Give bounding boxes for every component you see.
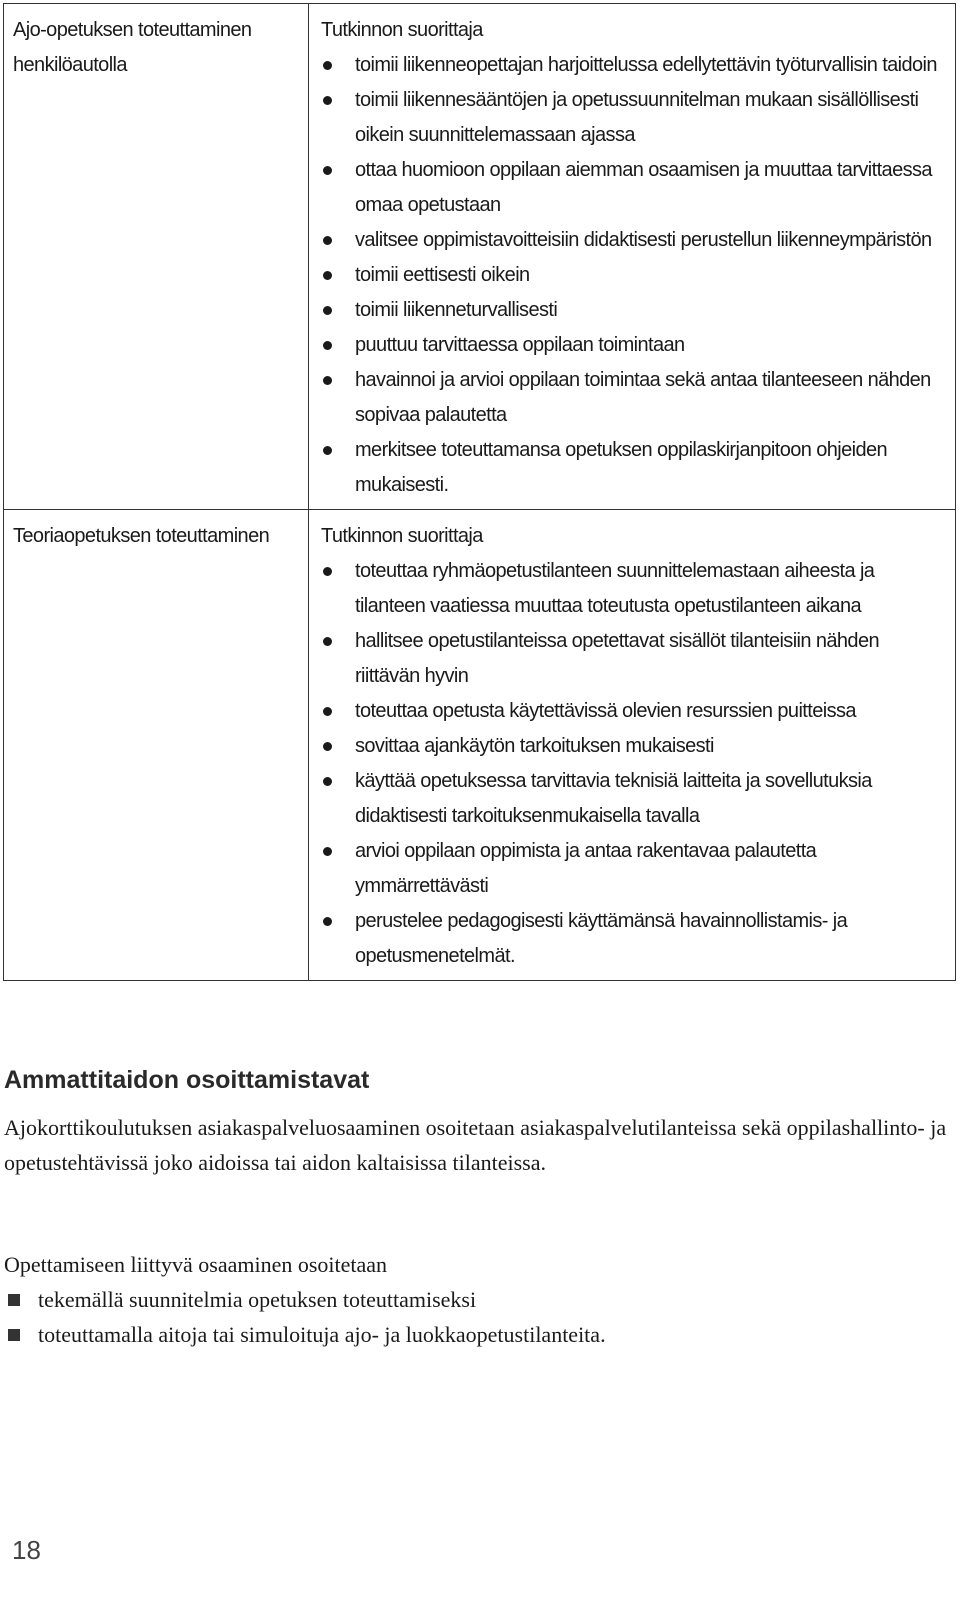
criteria-item: puuttuu tarvittaessa oppilaan toimintaan: [321, 328, 941, 363]
competence-table: [3, 3, 956, 981]
list-item: tekemällä suunnitelmia opetuksen toteuttamiseksi: [4, 1282, 606, 1317]
criteria-item: käyttää opetuksessa tarvittavia teknisiä laitteita ja sovellutuksia didaktisesti tarkoituksenmukaisella tavalla: [321, 764, 941, 834]
criteria-item: toimii liikenneturvallisesti: [321, 293, 941, 328]
criteria-item: ottaa huomioon oppilaan aiemman osaamisen ja muuttaa tarvittaessa omaa opetustaan: [321, 153, 941, 223]
criteria-item: toimii liikennesääntöjen ja opetussuunnitelman mukaan sisällöllisesti oikein suunnittelemassaan ajassa: [321, 83, 941, 153]
criteria-item: valitsee oppimistavoitteisiin didaktisesti perustellun liikenneympäristön: [321, 223, 941, 258]
row-label: Teoriaopetuksen toteuttaminen: [4, 510, 309, 980]
row-criteria: [309, 4, 955, 509]
demonstration-list: [4, 1282, 606, 1352]
criteria-item: perustelee pedagogisesti käyttämänsä havainnollistamis- ja opetusmenetelmät.: [321, 904, 941, 974]
criteria-item: sovittaa ajankäytön tarkoituksen mukaisesti: [321, 729, 941, 764]
criteria-list: [321, 48, 941, 503]
section-heading: Ammattitaidon osoittamistavat: [4, 1066, 370, 1094]
criteria-item: havainnoi ja arvioi oppilaan toimintaa sekä antaa tilanteeseen nähden sopivaa palautetta: [321, 363, 941, 433]
list-item: toteuttamalla aitoja tai simuloituja ajo- ja luokkaopetustilanteita.: [4, 1317, 606, 1352]
section-paragraph: Ajokorttikoulutuksen asiakaspalveluosaaminen osoitetaan asiakaspalvelutilanteissa sekä oppilashallinto- ja opetustehtävissä joko aidoissa tai aidon kaltaisissa tilanteissa.: [4, 1115, 947, 1175]
table-row: [4, 510, 955, 980]
criteria-item: toimii eettisesti oikein: [321, 258, 941, 293]
criteria-list: [321, 554, 941, 974]
row-label: Ajo-opetuksen toteuttaminen henkilöautolla: [4, 4, 309, 509]
criteria-item: arvioi oppilaan oppimista ja antaa rakentavaa palautetta ymmärrettävästi: [321, 834, 941, 904]
criteria-item: toteuttaa ryhmäopetustilanteen suunnittelemastaan aiheesta ja tilanteen vaatiessa muuttaa toteutusta opetustilanteen aikana: [321, 554, 941, 624]
criteria-lead: Tutkinnon suorittaja: [321, 525, 483, 547]
criteria-item: hallitsee opetustilanteissa opetettavat sisällöt tilanteisiin nähden riittävän hyvin: [321, 624, 941, 694]
criteria-lead: Tutkinnon suorittaja: [321, 19, 483, 41]
criteria-item: toimii liikenneopettajan harjoittelussa edellytettävin työturvallisin taidoin: [321, 48, 941, 83]
section-paragraph: Opettamiseen liittyvä osaaminen osoitetaan: [4, 1252, 388, 1277]
row-criteria: [309, 510, 955, 980]
criteria-item: merkitsee toteuttamansa opetuksen oppilaskirjanpitoon ohjeiden mukaisesti.: [321, 433, 941, 503]
table-row: [4, 4, 955, 510]
criteria-item: toteuttaa opetusta käytettävissä olevien resurssien puitteissa: [321, 694, 941, 729]
page-number: 18: [12, 1535, 41, 1565]
